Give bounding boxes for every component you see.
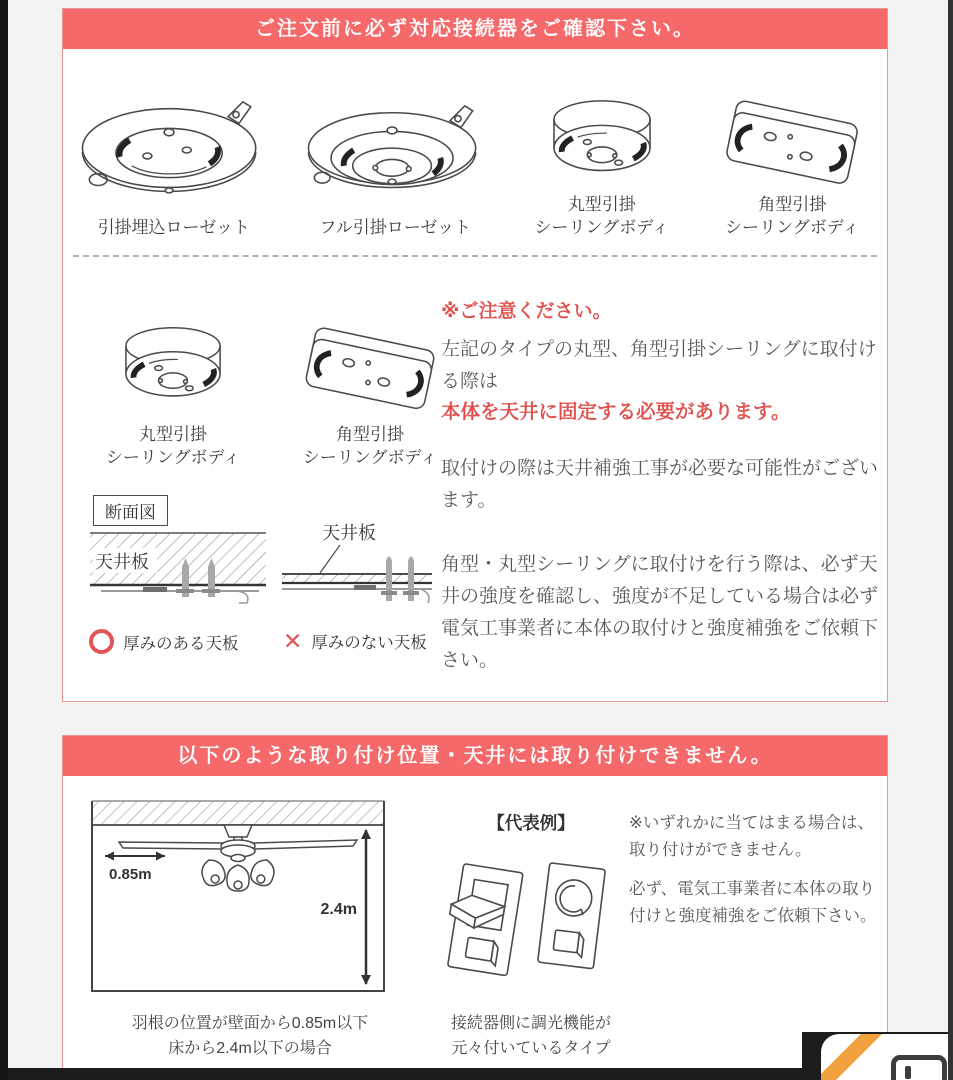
fan-caption: 羽根の位置が壁面から0.85m以下 床から2.4m以下の場合 xyxy=(131,1015,369,1057)
connector-round-body-2 xyxy=(73,317,273,469)
example-title: 【代表例】 xyxy=(487,813,575,833)
notice-title: ※ご注意ください。 xyxy=(441,301,612,322)
section3-header: 以下のような取り付け位置・天井には取り付けできません。 xyxy=(63,736,887,776)
section1-header: ご注文前に必ず対応接続器をご確認下さい。 xyxy=(63,9,887,49)
connector-embedded-rosette xyxy=(63,63,284,239)
legend-label: 厚みのある天板 xyxy=(123,634,239,653)
dimmer-switch-illustration xyxy=(435,838,627,1006)
horizontal-measure-label: 0.85m xyxy=(109,866,152,883)
notice-intro: 左記のタイプの丸型、角型引掛シーリングに取付ける際は xyxy=(441,339,877,392)
notice-strong: 本体を天井に固定する必要があります。 xyxy=(441,401,791,423)
square-body-illustration xyxy=(716,63,868,194)
photo-frame-icon xyxy=(891,1055,947,1080)
ceiling-board-label: 天井板 xyxy=(95,552,149,572)
ok-circle-icon xyxy=(89,629,114,654)
connector-label: 丸型引掛 シーリングボディ xyxy=(105,425,241,467)
legend-thick-board xyxy=(89,629,239,654)
notice-paragraph-1: 取付けの際は天井補強工事が必要な可能性がございます。 xyxy=(441,458,879,511)
connector-label: フル引掛ローゼット xyxy=(319,217,472,237)
connector-label: 角型引掛 シーリングボディ xyxy=(302,425,438,467)
round-body-illustration xyxy=(543,63,661,194)
mounting-restriction-section xyxy=(62,735,888,1080)
embedded-rosette-illustration xyxy=(71,63,276,217)
vertical-measure-label: 2.4m xyxy=(320,901,357,918)
connector-round-body xyxy=(506,63,698,239)
cross-section-title: 断面図 xyxy=(93,495,168,526)
restriction-note-1: ※いずれかに当てはまる場合は、 取り付けができません。 xyxy=(629,814,874,859)
connector-label: 角型引掛 シーリングボディ xyxy=(725,195,860,237)
connector-square-body xyxy=(697,63,887,239)
connector-check-section xyxy=(62,8,888,702)
dashed-divider xyxy=(73,255,877,257)
square-body-illustration xyxy=(295,325,445,424)
full-rosette-illustration xyxy=(295,63,495,217)
connector-row xyxy=(63,63,887,239)
left-letterbox xyxy=(0,0,8,1080)
thin-ceiling-cross-section xyxy=(278,519,436,622)
photo-frame-tick xyxy=(905,1066,911,1079)
legend-thin-board xyxy=(283,629,427,653)
connector-full-rosette xyxy=(284,63,505,239)
switch-caption: 接続器側に調光機能が 元々付いているタイプ xyxy=(450,1015,611,1057)
photo-nav-overlay[interactable] xyxy=(821,1034,948,1080)
legend-label: 厚みのない天板 xyxy=(311,634,427,652)
connector-label: 引掛埋込ローゼット xyxy=(97,217,250,237)
thick-ceiling-cross-section xyxy=(87,527,269,622)
connector-square-body-2 xyxy=(275,317,465,469)
orange-stripe xyxy=(821,1034,885,1080)
ceiling-board-label: 天井板 xyxy=(322,523,376,543)
restriction-note-2: 必ず、電気工事業者に本体の取り 付けと強度補強をご依頼下さい。 xyxy=(629,880,877,925)
notice-paragraph-2: 角型・丸型シーリングに取付けを行う際は、必ず天井の強度を確認し、強度が不足している場合は必ず電気工事業者に本体の取付けと強度補強をご依頼下さい。 xyxy=(441,554,879,671)
right-letterbox xyxy=(948,0,953,1080)
connector-label: 丸型引掛 シーリングボディ xyxy=(534,195,669,237)
fan-clearance-diagram xyxy=(89,798,387,994)
ng-cross-icon: ✕ xyxy=(283,627,303,654)
round-body-illustration xyxy=(114,321,232,424)
